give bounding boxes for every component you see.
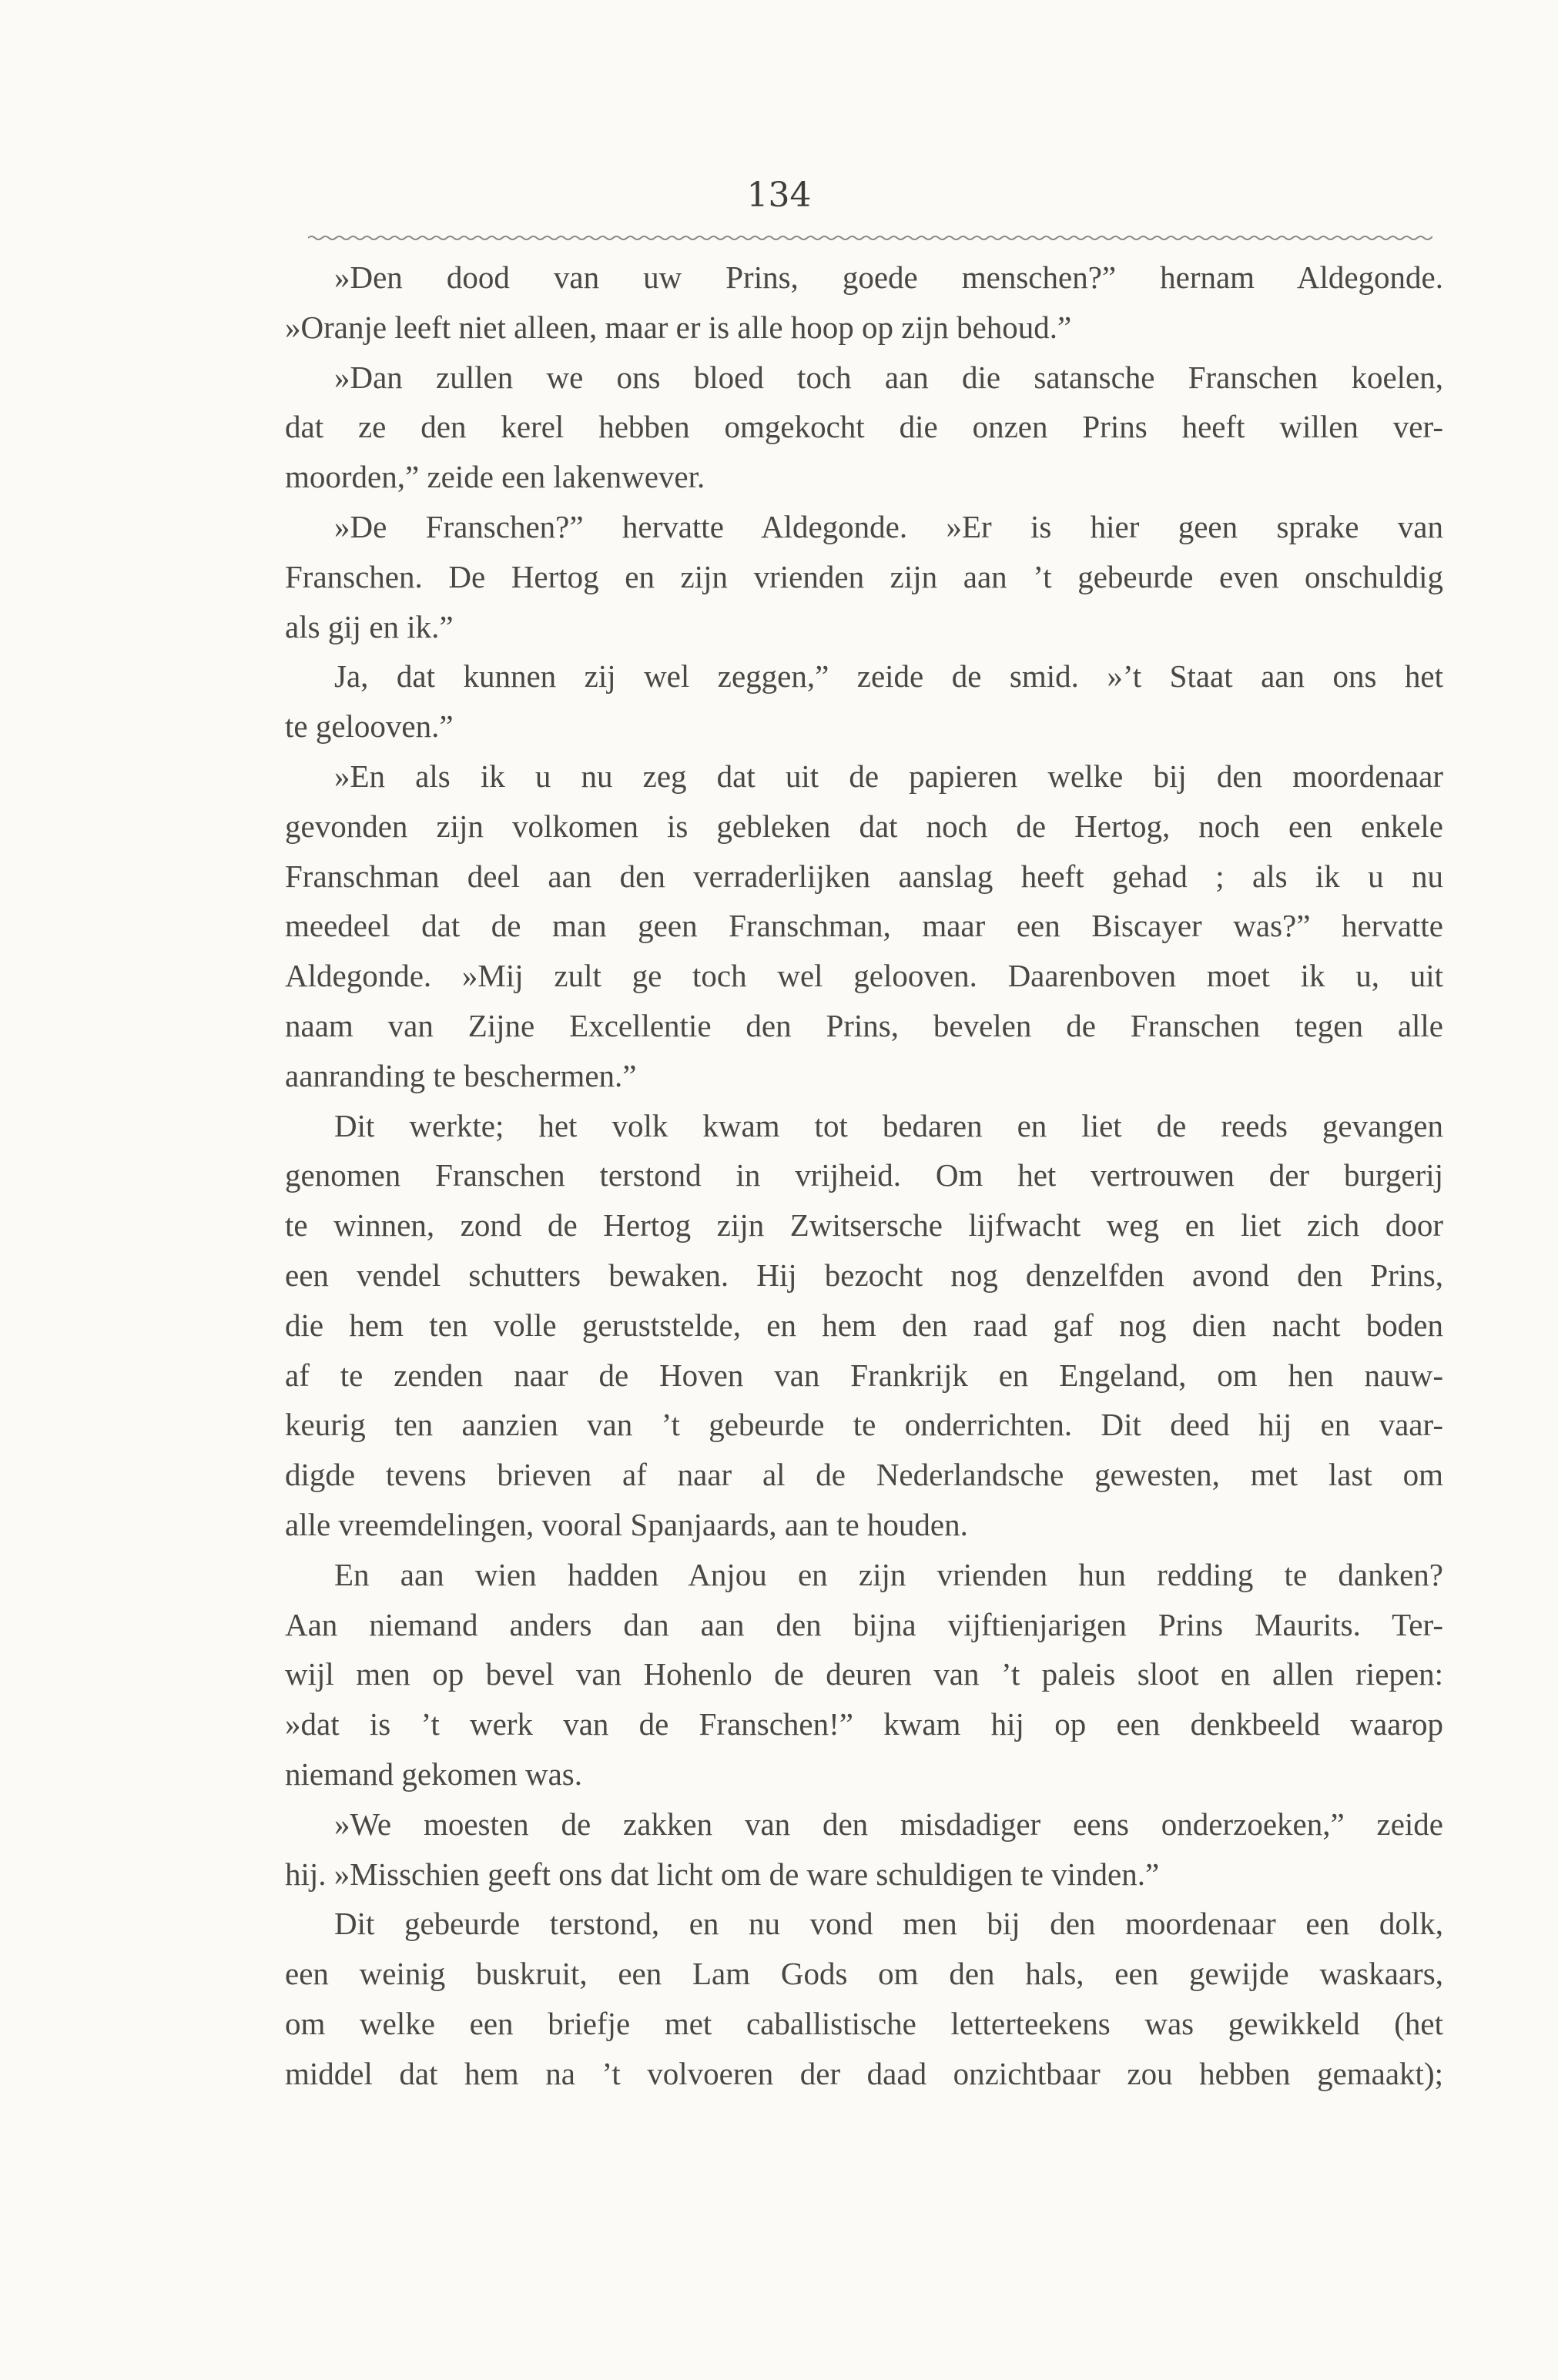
text-line: naam van Zijne Excellentie den Prins, bevelen de Franschen tegen alle xyxy=(285,1007,1443,1043)
text-line: »Dan zullen we ons bloed toch aan die satansche Franschen koelen, xyxy=(334,359,1443,395)
text-line: »Oranje leeft niet alleen, maar er is alle hoop op zijn behoud.” xyxy=(285,309,1072,345)
text-line: moorden,” zeide een lakenwever. xyxy=(285,459,705,495)
text-line: te winnen, zond de Hertog zijn Zwitsersche lijfwacht weg en liet zich door xyxy=(285,1207,1443,1244)
text-line: Franschman deel aan den verraderlijken aanslag heeft gehad ; als ik u nu xyxy=(285,858,1443,894)
paragraph xyxy=(285,253,1443,353)
text-line: Franschen. De Hertog en zijn vrienden zijn aan ’t gebeurde even onschuldig xyxy=(285,558,1443,594)
text-line: dat ze den kerel hebben omgekocht die onzen Prins heeft willen ver- xyxy=(285,409,1443,445)
text-line: hij. »Misschien geeft ons dat licht om de ware schuldigen te vinden.” xyxy=(285,1856,1160,1892)
text-line: genomen Franschen terstond in vrijheid. Om het vertrouwen der burgerij xyxy=(285,1157,1443,1193)
text-line: »En als ik u nu zeg dat uit de papieren welke bij den moordenaar xyxy=(334,758,1443,794)
text-line: aanranding te beschermen.” xyxy=(285,1057,637,1093)
paragraph xyxy=(285,1899,1443,2098)
text-line: om welke een briefje met caballistische letterteekens was gewikkeld (het xyxy=(285,2005,1443,2041)
text-line: middel dat hem na ’t volvoeren der daad onzichtbaar zou hebben gemaakt); xyxy=(285,2055,1443,2091)
text-line: En aan wien hadden Anjou en zijn vrienden hun redding te danken? xyxy=(334,1556,1443,1592)
text-line: Aan niemand anders dan aan den bijna vijftienjarigen Prins Maurits. Ter- xyxy=(285,1606,1443,1642)
paragraph xyxy=(285,751,1443,1101)
paragraph xyxy=(285,1799,1443,1900)
text-line: een vendel schutters bewaken. Hij bezocht nog denzelfden avond den Prins, xyxy=(285,1257,1443,1293)
text-line: meedeel dat de man geen Franschman, maar een Biscayer was?” hervatte xyxy=(285,908,1443,944)
text-line: wijl men op bevel van Hohenlo de deuren van ’t paleis sloot en allen riepen: xyxy=(285,1656,1443,1692)
text-line: »dat is ’t werk van de Franschen!” kwam hij op een denkbeeld waarop xyxy=(285,1706,1443,1742)
paragraph xyxy=(285,1550,1443,1799)
text-line: keurig ten aanzien van ’t gebeurde te onderrichten. Dit deed hij en vaar- xyxy=(285,1407,1443,1443)
text-line: »We moesten de zakken van den misdadiger eens onderzoeken,” zeide xyxy=(334,1806,1443,1842)
text-line: »Den dood van uw Prins, goede menschen?” hernam Aldegonde. xyxy=(334,259,1443,295)
text-line: Dit werkte; het volk kwam tot bedaren en liet de reeds gevangen xyxy=(334,1107,1443,1143)
paragraph xyxy=(285,651,1443,751)
ornamental-wavy-rule xyxy=(308,228,1432,248)
text-line: Dit gebeurde terstond, en nu vond men bij den moordenaar een dolk, xyxy=(334,1906,1443,1942)
paragraph xyxy=(285,353,1443,502)
text-line: alle vreemdelingen, vooral Spanjaards, aan te houden. xyxy=(285,1506,968,1542)
paragraph xyxy=(285,1101,1443,1550)
text-line: gevonden zijn volkomen is gebleken dat noch de Hertog, noch een enkele xyxy=(285,808,1443,844)
text-line: een weinig buskruit, een Lam Gods om den hals, een gewijde waskaars, xyxy=(285,1956,1443,1992)
text-line: te gelooven.” xyxy=(285,708,454,745)
text-line: die hem ten volle geruststelde, en hem den raad gaf nog dien nacht boden xyxy=(285,1307,1443,1343)
page-number: 134 xyxy=(746,176,812,215)
text-line: niemand gekomen was. xyxy=(285,1756,582,1792)
body-text xyxy=(285,253,1443,2098)
text-line: Aldegonde. »Mij zult ge toch wel gelooven. Daarenboven moet ik u, uit xyxy=(285,958,1443,994)
text-line: af te zenden naar de Hoven van Frankrijk en Engeland, om hen nauw- xyxy=(285,1357,1443,1393)
text-line: Ja, dat kunnen zij wel zeggen,” zeide de smid. »’t Staat aan ons het xyxy=(334,658,1443,695)
paragraph xyxy=(285,502,1443,651)
text-line: digde tevens brieven af naar al de Nederlandsche gewesten, met last om xyxy=(285,1457,1443,1493)
text-line: »De Franschen?” hervatte Aldegonde. »Er is hier geen sprake van xyxy=(334,508,1443,544)
text-line: als gij en ik.” xyxy=(285,608,454,644)
